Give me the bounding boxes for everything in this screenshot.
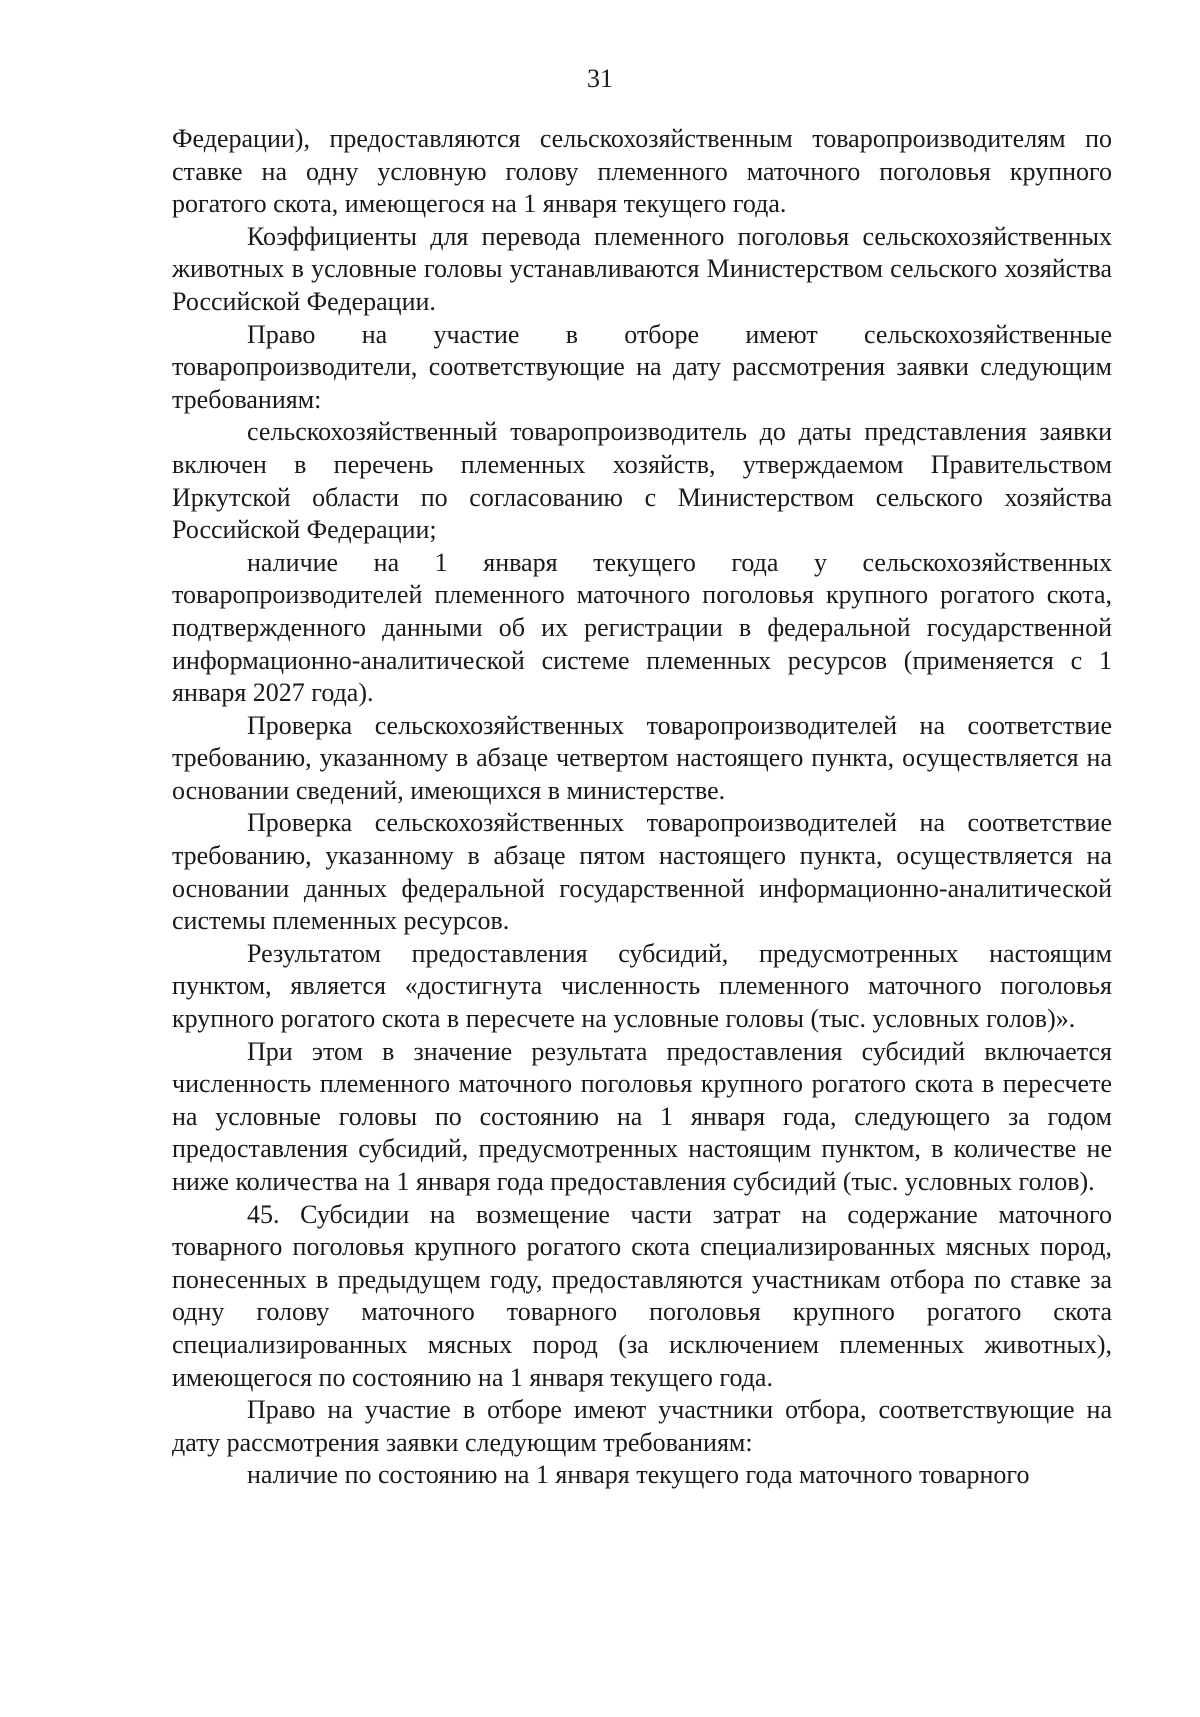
- paragraph: Проверка сельскохозяйственных товаропроизводителей на соответствие требованию, указанному в абзаце пятом настоящего пункта, осуществляется на основании данных федеральной государственной информационно-аналитической системы племенных ресурсов.: [172, 808, 1112, 936]
- paragraph: Право на участие в отборе имеют сельскохозяйственные товаропроизводители, соответствующие на дату рассмотрения заявки следующим требованиям:: [172, 319, 1112, 414]
- paragraph: Результатом предоставления субсидий, предусмотренных настоящим пунктом, является «достигнута численность племенного маточного поголовья крупного рогатого скота в пересчете на условные головы (тыс. условных голов)».: [172, 938, 1112, 1034]
- paragraph: сельскохозяйственный товаропроизводитель до даты представления заявки включен в перечень племенных хозяйств, утверждаемом Правительством Иркутской области по согласованию с Министерством сельского хозяйства Российской Федерации;: [172, 417, 1112, 545]
- page-number: 31: [587, 64, 613, 93]
- paragraph: Федерации), предоставляются сельскохозяйственным товаропроизводителям по ставке на одну условную голову племенного маточного поголовья крупного рогатого скота, имеющегося на 1 января текущего года.: [172, 124, 1112, 219]
- paragraph: наличие по состоянию на 1 января текущего года маточного товарного: [247, 1460, 1030, 1490]
- paragraph: наличие на 1 января текущего года у сельскохозяйственных товаропроизводителей племенного маточного поголовья крупного рогатого скота, подтвержденного данными об их регистрации в федеральной государственной информационно-аналитической системе племенных ресурсов (применяется с 1 января 2027 года).: [172, 547, 1112, 708]
- paragraph: При этом в значение результата предоставления субсидий включается численность племенного маточного поголовья крупного рогатого скота в пересчете на условные головы по состоянию на 1 января года, следующего за годом предоставления субсидий, предусмотренных настоящим пунктом, в количестве не ниже количества на 1 января года предоставления субсидий (тыс. условных голов).: [172, 1036, 1112, 1196]
- document-body: [172, 123, 1112, 1492]
- paragraph-point-45: 45. Субсидии на возмещение части затрат на содержание маточного товарного поголовья крупного рогатого скота специализированных мясных пород, понесенных в предыдущем году, предоставляются участникам отбора по ставке за одну голову маточного товарного поголовья крупного рогатого скота специализированных мясных пород (за исключением племенных животных), имеющегося по состоянию на 1 января текущего года.: [172, 1199, 1112, 1392]
- paragraph: Право на участие в отборе имеют участники отбора, соответствующие на дату рассмотрения заявки следующим требованиям:: [172, 1395, 1112, 1457]
- paragraph: Коэффициенты для перевода племенного поголовья сельскохозяйственных животных в условные головы устанавливаются Министерством сельского хозяйства Российской Федерации.: [172, 221, 1112, 316]
- paragraph: Проверка сельскохозяйственных товаропроизводителей на соответствие требованию, указанному в абзаце четвертом настоящего пункта, осуществляется на основании сведений, имеющихся в министерстве.: [172, 710, 1112, 805]
